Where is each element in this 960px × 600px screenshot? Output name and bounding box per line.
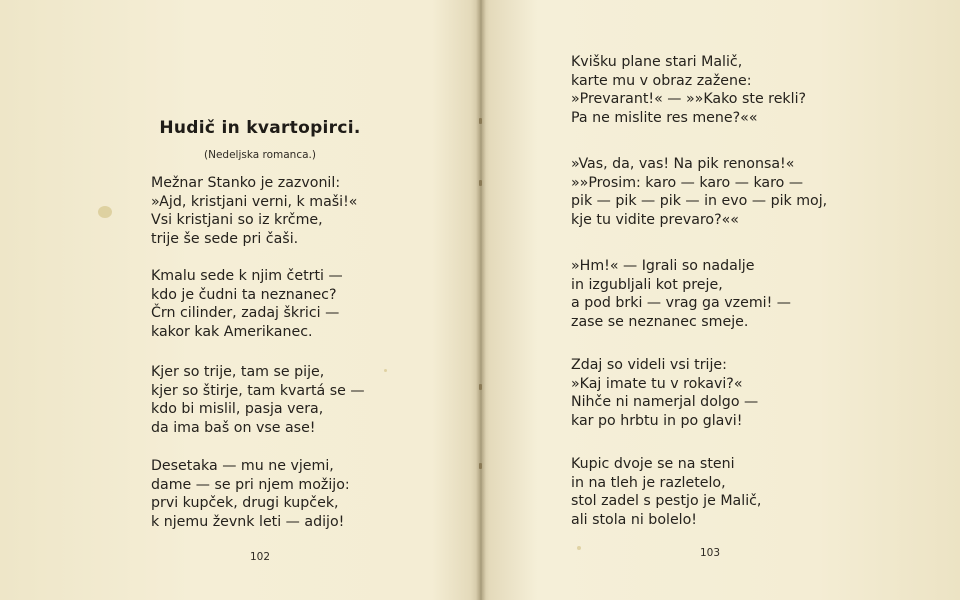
stanza-9 [571,455,761,529]
stanza-1 [151,174,357,248]
verse-line: kakor kak Amerikanec. [151,323,313,340]
verse-line: »Kaj imate tu v rokavi?« [571,375,743,392]
verse-line: a pod brki — vrag ga vzemi! — [571,295,791,312]
verse-line: in izgubljali kot preje, [571,276,723,293]
verse-line: kje tu vidite prevaro?«« [571,211,739,228]
verse-line: Vsi kristjani so iz krčme, [151,212,323,229]
verse-line: Kmalu sede k njim četrti — [151,268,343,284]
verse-line: »Prevarant!« — »»Kako ste rekli? [571,91,807,108]
verse-line: da ima baš on vse ase! [151,419,316,436]
verse-line: kdo bi mislil, pasja vera, [151,401,324,418]
poem-subtitle: (Nedeljska romanca.) [204,149,316,161]
verse-line: »Ajd, kristjani verni, k maši!« [151,193,358,210]
verse-line: Mežnar Stanko je zazvonil: [151,175,341,191]
verse-line: Zdaj so videli vsi trije: [571,357,727,373]
stanza-6 [571,155,827,229]
poem-title: Hudič in kvartopirci. [159,118,361,138]
verse-line: ali stola ni bolelo! [571,511,697,528]
verse-line: dame — se pri njem možijo: [151,476,350,493]
verse-line: Črn cilinder, zadaj škrici — [151,305,340,322]
verse-line: kdo je čudni ta neznanec? [151,286,337,303]
paper-speck [384,369,387,372]
stanza-8 [571,356,758,430]
verse-line: Desetaka — mu ne vjemi, [151,458,334,474]
verse-line: pik — pik — pik — in evo — pik moj, [571,193,828,210]
verse-line: »Hm!« — Igrali so nadalje [571,258,755,274]
verse-line: Kvišku plane stari Malič, [571,54,743,70]
page-number: 102 [249,551,271,563]
verse-line: in na tleh je razletelo, [571,474,726,491]
verse-line: prvi kupček, drugi kupček, [151,495,339,512]
paper-speck [577,546,581,550]
verse-line: trije še sede pri čaši. [151,230,299,247]
paper-stain [98,206,112,218]
stanza-3 [151,363,365,437]
stanza-7 [571,257,791,331]
stanza-5 [571,53,806,127]
verse-line: kjer so štirje, tam kvartá se — [151,382,365,399]
verse-line: Pa ne mislite res mene?«« [571,109,758,126]
verse-line: Nihče ni namerjal dolgo — [571,394,759,411]
verse-line: zase se neznanec smeje. [571,313,749,330]
stanza-2 [151,267,343,341]
stanza-4 [151,457,350,531]
verse-line: stol zadel s pestjo je Malič, [571,493,762,510]
page-number: 103 [699,547,721,559]
verse-line: k njemu ževnk leti — adijo! [151,513,345,530]
right-page [482,0,960,600]
verse-line: Kupic dvoje se na steni [571,456,735,472]
verse-line: karte mu v obraz zažene: [571,72,752,89]
verse-line: kar po hrbtu in po glavi! [571,412,743,429]
verse-line: »»Prosim: karo — karo — karo — [571,174,804,191]
verse-line: Kjer so trije, tam se pije, [151,364,325,380]
verse-line: »Vas, da, vas! Na pik renonsa!« [571,156,795,172]
